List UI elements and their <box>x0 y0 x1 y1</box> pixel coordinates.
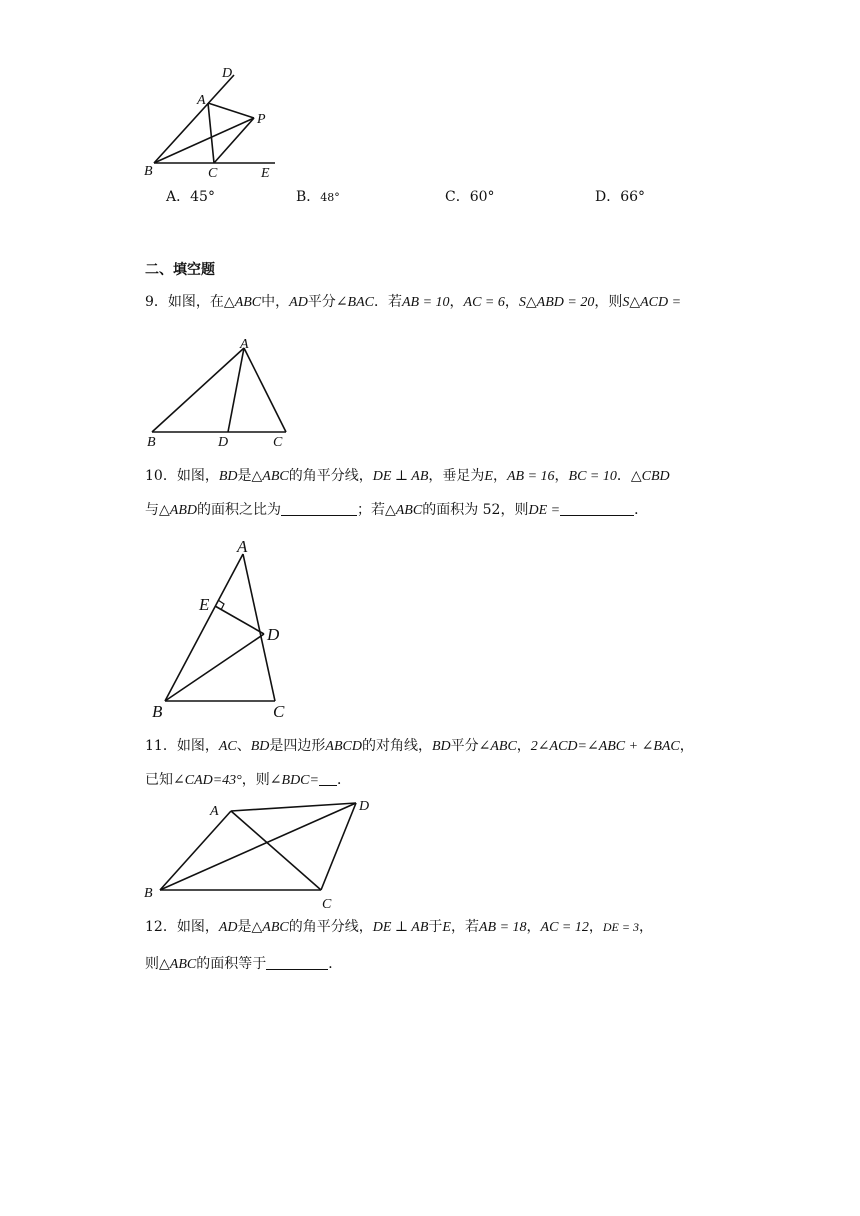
label-d: D <box>359 799 370 814</box>
q12-text-line-1 <box>145 917 653 938</box>
q9-text-part: 中， <box>261 294 290 310</box>
q10-answer-blank-ratio[interactable] <box>281 501 357 516</box>
option-c <box>445 186 495 206</box>
q12-segment-ad: AD <box>218 920 238 935</box>
q10-text-part: 如图， <box>176 468 219 484</box>
q10-text-part: 的角平分线， <box>288 468 373 484</box>
q9-area-abd: S△ABD = 20 <box>518 295 595 310</box>
q10-text-part: ． <box>634 502 649 518</box>
q11-segment-bd-2: BD <box>431 739 451 754</box>
q10-text-part: ， <box>492 468 507 484</box>
q9-diagram <box>140 332 300 450</box>
q10-eq-ab: AB = 16 <box>506 469 555 484</box>
q10-diagram <box>145 536 305 722</box>
q12-number: 12． <box>145 919 177 935</box>
q10-text-line-2 <box>145 500 648 521</box>
q10-answer-blank-de[interactable] <box>560 501 634 516</box>
q11-text-part: 、 <box>236 738 251 754</box>
option-b-letter: B． <box>296 189 321 205</box>
option-b <box>296 186 340 206</box>
q10-text-part: 的面积之比为 <box>196 502 281 518</box>
line-bd <box>154 75 234 163</box>
q12-text-part: ，若 <box>450 919 479 935</box>
q12-text-part: ． <box>328 956 343 972</box>
q8-diagram <box>140 60 290 185</box>
q11-angle-abc: ∠ABC <box>478 739 517 754</box>
q12-text-part: 于 <box>428 919 443 935</box>
q9-eq-ab: AB = 10 <box>401 295 450 310</box>
q9-angle-bac: ∠BAC <box>335 295 374 310</box>
option-b-value: 48° <box>320 191 340 204</box>
q11-segment-bd: BD <box>250 739 270 754</box>
q9-text-part: ， <box>449 294 464 310</box>
q9-text-part: 平分 <box>307 294 336 310</box>
q11-text-part: 如图， <box>176 738 219 754</box>
q11-text-part: ， <box>679 738 694 754</box>
label-b: B <box>152 702 163 721</box>
q10-figure <box>145 536 305 722</box>
q10-triangle-abd: △ABD <box>159 503 197 518</box>
q10-text-part: 是 <box>237 468 252 484</box>
q10-text-part: ；若 <box>356 502 385 518</box>
option-a <box>166 186 215 206</box>
q11-angle-cad: ∠CAD=43° <box>173 773 242 788</box>
line-cp <box>214 118 254 163</box>
q11-text-part: ． <box>336 772 351 788</box>
label-a: A <box>197 93 206 108</box>
q10-segment-bd: BD <box>218 469 238 484</box>
q11-text-part: 已知 <box>145 772 173 788</box>
label-e: E <box>199 595 210 614</box>
label-b: B <box>144 886 153 901</box>
q10-de-perp-ab: DE ⊥ AB <box>372 469 429 484</box>
q12-text-part: 的面积等于 <box>196 956 267 972</box>
option-a-value: 45° <box>190 189 215 205</box>
label-a: A <box>210 804 219 819</box>
label-d: D <box>267 625 280 644</box>
q11-quad-abcd: ABCD <box>325 739 362 754</box>
q11-text-part: 的对角线， <box>361 738 432 754</box>
q12-answer-blank[interactable] <box>266 955 328 970</box>
q11-angle-equation: 2∠ACD=∠ABC + ∠BAC <box>530 739 680 754</box>
q12-text-part: 的角平分线， <box>288 919 373 935</box>
q10-de-equals: DE = <box>528 503 561 518</box>
q12-eq-de: DE = 3 <box>602 920 639 934</box>
q9-triangle-abc: △ABC <box>223 295 262 310</box>
q12-eq-ac: AC = 12 <box>540 920 589 935</box>
option-c-value: 60° <box>469 189 495 205</box>
q10-text-part: 与 <box>145 502 159 518</box>
q10-text-part: 的面积为 52，则 <box>422 502 529 518</box>
line-ac <box>208 103 214 163</box>
q10-triangle-cbd: △CBD <box>630 469 670 484</box>
q12-text-part: 是 <box>237 919 252 935</box>
q10-point-e: E <box>484 469 493 484</box>
q11-diagram <box>140 794 380 912</box>
line-bd <box>165 634 264 701</box>
q11-figure <box>140 794 380 912</box>
q11-text-part: ， <box>516 738 531 754</box>
q12-text-part: ， <box>588 919 603 935</box>
q12-text-line-2 <box>145 954 342 975</box>
q10-text-part: ． <box>616 468 631 484</box>
q11-text-part: 是四边形 <box>269 738 326 754</box>
label-a: A <box>240 337 249 352</box>
q11-answer-blank[interactable] <box>319 771 337 786</box>
label-e: E <box>261 166 270 181</box>
q9-area-acd: S△ACD = <box>622 295 682 310</box>
q12-triangle-abc-2: △ABC <box>159 957 197 972</box>
q9-text-part: ， <box>504 294 519 310</box>
q10-triangle-abc-2: △ABC <box>384 503 423 518</box>
q11-text-part: 平分 <box>450 738 479 754</box>
q10-text-part: ， <box>554 468 569 484</box>
line-ad <box>231 803 356 811</box>
q12-eq-ab: AB = 18 <box>478 920 527 935</box>
line-ab <box>165 554 243 701</box>
line-ac <box>231 811 321 890</box>
q12-de-perp-ab: DE ⊥ AB <box>372 920 429 935</box>
line-bp <box>154 118 254 163</box>
line-ba <box>160 811 231 890</box>
q12-text-part: ， <box>638 919 653 935</box>
q9-text-part: ．若 <box>373 294 402 310</box>
q12-triangle-abc: △ABC <box>251 920 289 935</box>
line-ap <box>208 103 254 118</box>
q9-figure <box>140 332 300 450</box>
line-ac <box>244 348 286 432</box>
option-c-letter: C． <box>445 189 470 205</box>
label-b: B <box>147 435 156 450</box>
label-d: D <box>222 66 233 81</box>
q10-text-line-1 <box>145 466 670 487</box>
q10-triangle-abc: △ABC <box>251 469 289 484</box>
q9-number: 9． <box>145 294 168 310</box>
label-b: B <box>144 164 153 179</box>
q11-text-line-1 <box>145 736 694 757</box>
q12-text-part: 如图， <box>176 919 219 935</box>
q11-angle-bdc: ∠BDC= <box>269 773 319 788</box>
q11-text-line-2 <box>145 770 351 791</box>
q12-point-e: E <box>442 920 451 935</box>
q9-text-part: 如图，在 <box>167 294 224 310</box>
q12-text-part: 则 <box>145 956 159 972</box>
option-d-letter: D． <box>595 189 621 205</box>
q9-eq-ac: AC = 6 <box>463 295 505 310</box>
q9-segment-ad: AD <box>289 295 308 310</box>
label-c: C <box>322 897 332 912</box>
label-p: P <box>257 112 266 127</box>
label-c: C <box>208 166 218 181</box>
label-c: C <box>273 435 283 450</box>
label-c: C <box>273 702 285 721</box>
q8-figure <box>140 60 290 185</box>
q9-text <box>145 292 681 313</box>
q11-text-part: ，则 <box>241 772 270 788</box>
label-d: D <box>218 435 229 450</box>
q12-text-part: ， <box>526 919 541 935</box>
option-a-letter: A． <box>166 189 191 205</box>
q11-segment-ac: AC <box>218 739 237 754</box>
q11-number: 11． <box>145 738 177 754</box>
q10-eq-bc: BC = 10 <box>568 469 617 484</box>
q10-text-part: ，垂足为 <box>428 468 485 484</box>
section-heading: 二、填空题 <box>145 262 215 278</box>
q9-text-part: ，则 <box>594 294 623 310</box>
q10-number: 10． <box>145 468 177 484</box>
label-a: A <box>237 537 248 556</box>
option-d <box>595 186 645 206</box>
option-d-value: 66° <box>620 189 646 205</box>
